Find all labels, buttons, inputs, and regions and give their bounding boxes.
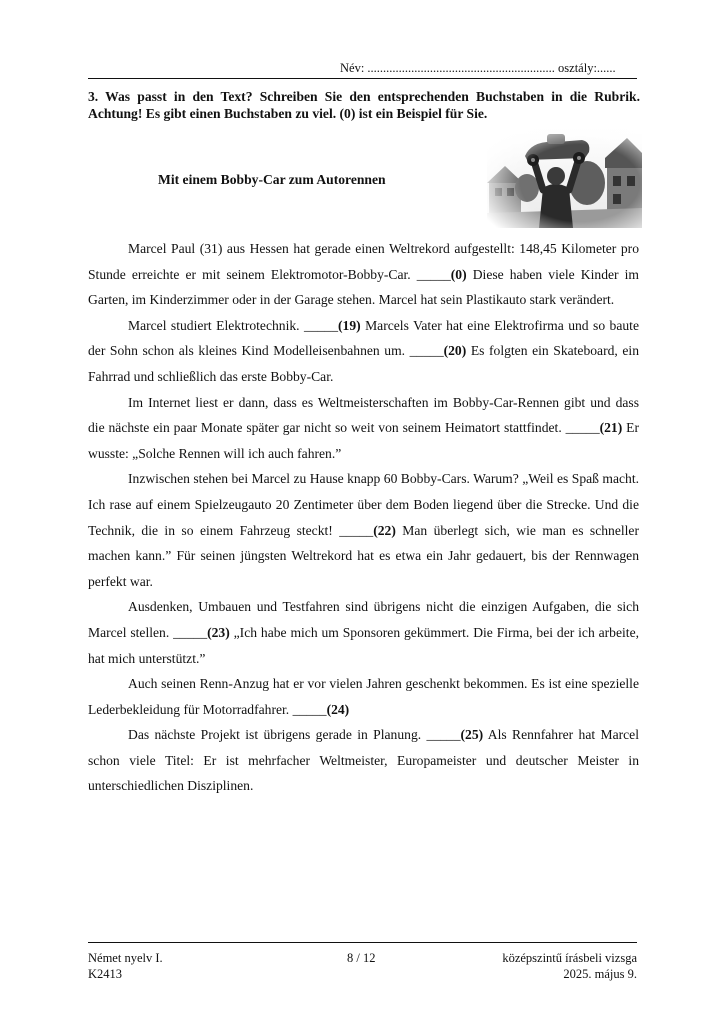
- answer-gap: _____: [426, 727, 461, 743]
- paragraph-text: Im Internet liest er dann, dass es Weltmeisterschaften im Bobby-Car-Rennen gibt und dass die nächste ein paar Monate später gar nicht so weit von seinem Heimatort stattfindet.: [88, 394, 639, 436]
- article-paragraph: [88, 594, 639, 671]
- paragraph-text: Marcels Vater hat eine Elektrofirma und so baute der Sohn schon als kleines Kind Modelleisenbahnen um.: [88, 317, 639, 359]
- answer-gap: _____: [416, 266, 451, 282]
- gap-number: (22): [373, 522, 396, 538]
- answer-gap: _____: [173, 624, 208, 640]
- answer-gap: _____: [565, 420, 600, 436]
- answer-gap: _____: [304, 317, 338, 333]
- answer-gap: _____: [339, 522, 374, 538]
- paragraph-text: Inzwischen stehen bei Marcel zu Hause knapp 60 Bobby-Cars. Warum? „Weil es Spaß macht. Ich rase auf einem Spielzeugauto 20 Zentimeter über dem Boden liegend über die Strecke. Und die Technik, die in so einem Fahrzeug steckt!: [88, 471, 639, 538]
- paragraph-text: Es folgten ein Skateboard, ein Fahrrad und schließlich das erste Bobby-Car.: [88, 343, 639, 384]
- gap-number: (25): [460, 727, 484, 743]
- footer-code: K2413: [88, 967, 123, 981]
- article-body: [88, 236, 639, 799]
- paragraph-text: Marcel studiert Elektrotechnik.: [128, 317, 305, 333]
- bobby-car-photo: [487, 128, 642, 228]
- task-instruction: 3. Was passt in den Text? Schreiben Sie den entsprechenden Buchstaben in die Rubrik. Achtung! Es gibt einen Buchstaben zu viel. (0) ist ein Beispiel für Sie.: [88, 89, 640, 121]
- paragraph-text: Er wusste: „Solche Rennen will ich auch fahren.”: [88, 420, 639, 461]
- paragraph-text: Das nächste Projekt ist übrigens gerade in Planung.: [128, 727, 427, 743]
- footer-left: [88, 950, 163, 982]
- article-paragraph: [88, 313, 639, 390]
- gap-number: (19): [338, 317, 361, 333]
- gap-number: (24): [326, 701, 350, 717]
- article-title: Mit einem Bobby-Car zum Autorennen: [158, 172, 386, 187]
- footer-exam-level: középszintű írásbeli vizsga: [502, 951, 637, 965]
- article-paragraph: [88, 236, 639, 313]
- paragraph-text: Auch seinen Renn-Anzug hat er vor vielen Jahren geschenkt bekommen. Es ist eine spezielle Lederbekleidung für Motorradfahrer.: [88, 676, 639, 717]
- footer-exam-date: 2025. május 9.: [563, 967, 637, 981]
- paragraph-text: Man überlegt sich, wie man es schneller machen kann.” Für seinen jüngsten Weltrekord hat es etwa ein Jahr gedauert, bis der Rennwagen perfekt war.: [88, 522, 639, 589]
- paragraph-text: Marcel Paul (31) aus Hessen hat gerade einen Weltrekord aufgestellt: 148,45 Kilometer pro Stunde erreichte er mit seinem Elektromotor-Bobby-Car.: [88, 241, 639, 282]
- article-paragraph: [88, 722, 639, 799]
- footer-rule: [88, 942, 637, 943]
- paragraph-text: Als Rennfahrer hat Marcel schon viele Titel: Er ist mehrfacher Weltmeister, Europameister und deutscher Meister in unterschiedlichen Disziplinen.: [88, 727, 639, 794]
- gap-number: (21): [599, 420, 623, 436]
- footer-page-number: 8 / 12: [347, 951, 376, 965]
- paragraph-text: „Ich habe mich um Sponsoren gekümmert. Die Firma, bei der ich arbeite, hat mich unterstützt.”: [88, 624, 640, 666]
- gap-number: (23): [207, 624, 230, 640]
- gap-number: (0): [450, 266, 467, 282]
- footer-right: [448, 950, 637, 982]
- paragraph-text: Diese haben viele Kinder im Garten, im Kinderzimmer oder in der Garage stehen. Marcel hat sein Plastikauto stark verändert.: [88, 266, 639, 308]
- article-paragraph: [88, 671, 639, 722]
- name-class-line: Név: ............................................................ osztály:......: [340, 61, 616, 75]
- gap-number: (20): [443, 343, 467, 359]
- paragraph-text: Ausdenken, Umbauen und Testfahren sind übrigens nicht die einzigen Aufgaben, die sich Marcel stellen.: [88, 599, 639, 640]
- answer-gap: _____: [292, 701, 327, 717]
- header-rule: [88, 78, 637, 79]
- answer-gap: _____: [409, 343, 444, 359]
- article-paragraph: [88, 466, 639, 594]
- article-paragraph: [88, 390, 639, 467]
- footer-subject: Német nyelv I.: [88, 951, 163, 965]
